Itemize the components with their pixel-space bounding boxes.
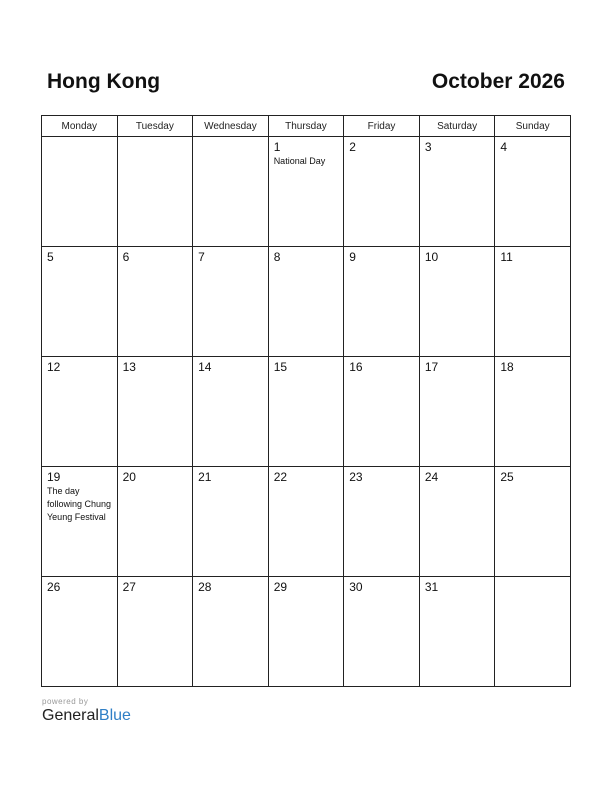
day-number: 25 [500, 470, 514, 484]
day-number: 20 [122, 470, 136, 484]
calendar-header [41, 70, 571, 100]
weekday-thursday: Thursday [268, 116, 344, 137]
day-number: 24 [424, 470, 439, 484]
day-number: 23 [349, 470, 363, 484]
day-cell [419, 577, 495, 687]
day-cell [193, 467, 269, 577]
day-number: 29 [273, 580, 288, 594]
day-number: 28 [198, 580, 212, 594]
day-number: 18 [500, 360, 514, 374]
day-cell [117, 467, 193, 577]
day-cell [117, 357, 193, 467]
day-cell [42, 247, 118, 357]
day-cell [344, 577, 420, 687]
holiday-label: The day following Chung Yeung Festival [47, 486, 112, 522]
day-cell [495, 357, 571, 467]
day-number: 5 [47, 250, 54, 264]
day-number: 17 [424, 360, 439, 374]
day-number: 30 [349, 580, 363, 594]
day-cell [193, 247, 269, 357]
day-number: 15 [273, 360, 288, 374]
weekday-sunday: Sunday [495, 116, 571, 137]
day-number: 31 [424, 580, 439, 594]
day-cell [495, 137, 571, 247]
day-number: 4 [500, 140, 508, 154]
week-row [42, 137, 571, 247]
day-number: 7 [198, 250, 205, 264]
day-number: 3 [424, 140, 432, 154]
day-cell [419, 137, 495, 247]
holiday-label: National Day [273, 156, 326, 166]
weekday-monday: Monday [42, 116, 118, 137]
day-number: 21 [198, 470, 212, 484]
day-number: 13 [122, 360, 136, 374]
day-cell [42, 577, 118, 687]
day-cell [344, 357, 420, 467]
day-cell [495, 577, 571, 687]
day-cell [344, 247, 420, 357]
day-cell [419, 247, 495, 357]
day-cell [344, 467, 420, 577]
day-number: 11 [500, 250, 513, 264]
day-number: 19 [47, 470, 61, 484]
day-cell [117, 137, 193, 247]
day-cell [42, 137, 118, 247]
logo-text-general: General [42, 707, 99, 724]
day-number: 9 [349, 250, 356, 264]
day-cell [419, 357, 495, 467]
powered-by-label: powered by [42, 697, 89, 706]
weekday-tuesday: Tuesday [117, 116, 193, 137]
day-cell [268, 467, 344, 577]
day-cell [419, 467, 495, 577]
day-cell [193, 577, 269, 687]
day-cell [268, 357, 344, 467]
week-row [42, 577, 571, 687]
day-number: 26 [47, 580, 61, 594]
week-row [42, 247, 571, 357]
week-row [42, 467, 571, 577]
footer-branding [42, 697, 131, 725]
day-number: 10 [424, 250, 439, 264]
day-cell [117, 247, 193, 357]
day-cell [42, 467, 118, 577]
weekday-friday: Friday [344, 116, 420, 137]
weekday-header-row [42, 116, 571, 137]
day-number: 6 [122, 250, 130, 264]
day-number: 16 [349, 360, 363, 374]
day-cell [268, 247, 344, 357]
day-cell [495, 247, 571, 357]
day-number: 8 [273, 250, 281, 264]
month-title: October 2026 [431, 70, 565, 93]
day-cell [268, 137, 344, 247]
day-number: 22 [273, 470, 288, 484]
day-number: 1 [273, 140, 281, 154]
day-number: 12 [47, 360, 61, 374]
day-number: 2 [349, 140, 356, 154]
region-title: Hong Kong [47, 70, 161, 93]
weekday-saturday: Saturday [419, 116, 495, 137]
day-cell [42, 357, 118, 467]
day-cell [193, 137, 269, 247]
logo-text-blue: Blue [98, 707, 131, 724]
week-row [42, 357, 571, 467]
day-cell [193, 357, 269, 467]
day-number: 14 [198, 360, 212, 374]
day-cell [495, 467, 571, 577]
weekday-wednesday: Wednesday [193, 116, 269, 137]
day-cell [117, 577, 193, 687]
day-number: 27 [122, 580, 136, 594]
calendar-grid [41, 115, 571, 687]
generalblue-logo[interactable] [42, 707, 131, 725]
day-cell [268, 577, 344, 687]
day-cell [344, 137, 420, 247]
